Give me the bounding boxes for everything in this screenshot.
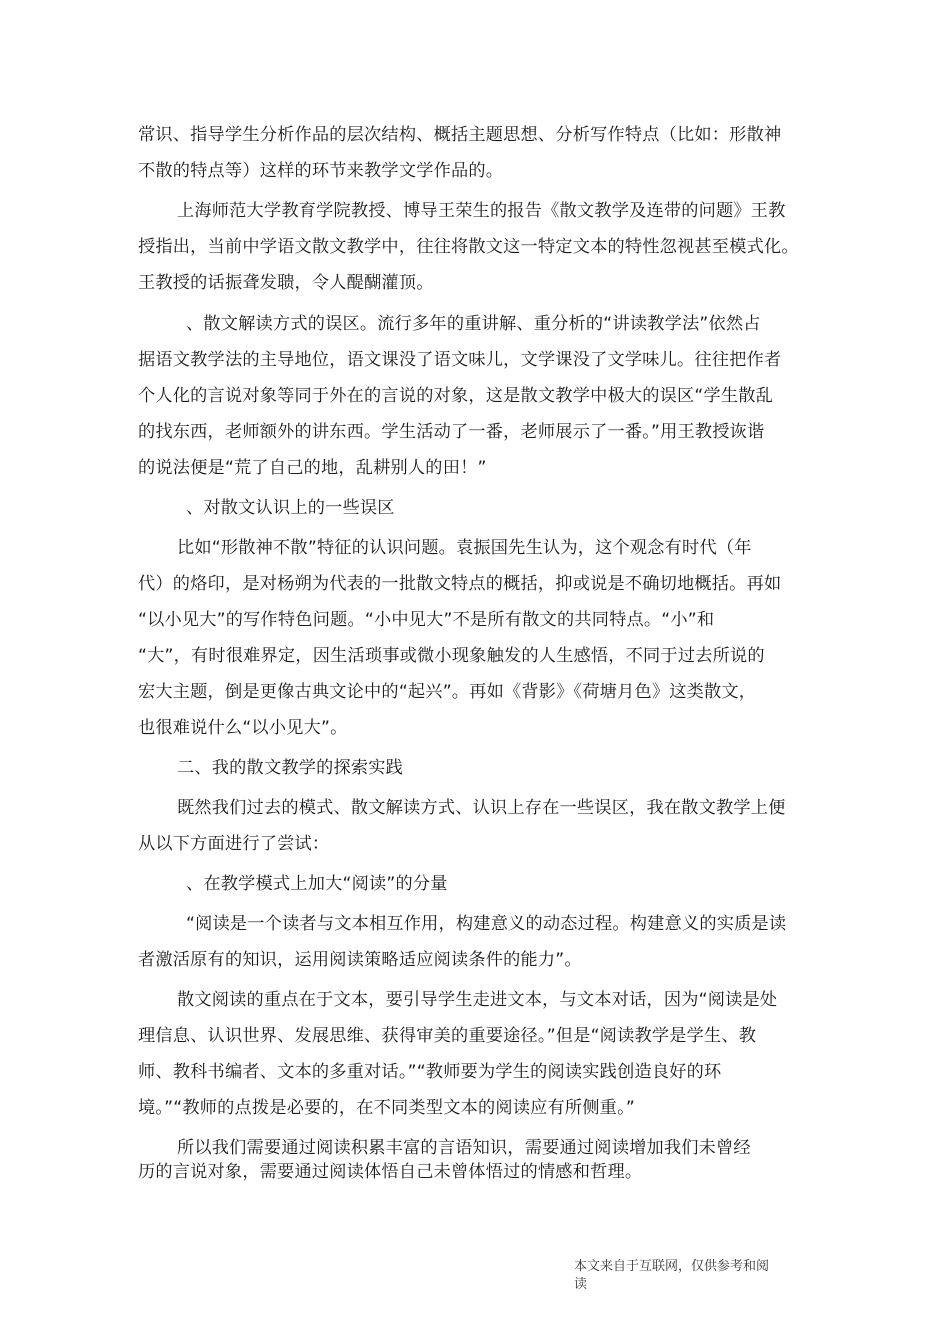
section-heading: 、对散文认识上的一些误区 <box>186 498 395 518</box>
section-heading: 二、我的散文教学的探索实践 <box>177 758 404 778</box>
paragraph-line: 常识、指导学生分析作品的层次结构、概括主题思想、分析写作特点（比如：形散神 <box>138 125 782 145</box>
paragraph-line: 既然我们过去的模式、散文解读方式、认识上存在一些误区，我在散文教学上便 <box>177 798 786 818</box>
paragraph-line: 所以我们需要通过阅读积累丰富的言语知识，需要通过阅读增加我们未曾经 <box>177 1138 751 1158</box>
paragraph-line: 师、教科书编者、文本的多重对话。”“教师要为学生的阅读实践创造良好的环 <box>138 1062 722 1082</box>
paragraph-line: 境。”“教师的点拨是必要的，在不同类型文本的阅读应有所侧重。” <box>138 1098 635 1118</box>
paragraph-line: 散文阅读的重点在于文本，要引导学生走进文本，与文本对话，因为“阅读是处 <box>177 990 778 1010</box>
paragraph-line: 的找东西，老师额外的讲东西。学生活动了一番，老师展示了一番。”用王教授诙谐 <box>138 422 765 442</box>
footer-note: 读 <box>574 1277 588 1292</box>
paragraph-line: 上海师范大学教育学院教授、博导王荣生的报告《散文教学及连带的问题》王教 <box>177 201 786 221</box>
paragraph-line: 授指出，当前中学语文散文教学中，往往将散文这一特定文本的特性忽视甚至模式化。 <box>138 237 799 257</box>
paragraph-line: 个人化的言说对象等同于外在的言说的对象，这是散文教学中极大的误区“学生散乱 <box>138 386 774 406</box>
footer-note: 本文来自于互联网，仅供参考和阅 <box>574 1259 770 1274</box>
paragraph-line: 者激活原有的知识，运用阅读策略适应阅读条件的能力”。 <box>138 950 582 970</box>
paragraph-line: 从以下方面进行了尝试： <box>138 834 330 854</box>
paragraph-line: 不散的特点等）这样的环节来教学文学作品的。 <box>138 161 504 181</box>
paragraph-line: “以小见大”的写作特色问题。“小中见大”不是所有散文的共同特点。“小”和 <box>138 610 715 630</box>
paragraph-line: “阅读是一个读者与文本相互作用，构建意义的动态过程。构建意义的实质是读 <box>186 914 787 934</box>
paragraph-line: 历的言说对象，需要通过阅读体悟自己未曾体悟过的情感和哲理。 <box>138 1162 643 1182</box>
paragraph-line: 王教授的话振聋发聩，令人醍醐灌顶。 <box>138 273 434 293</box>
paragraph-line: 代）的烙印，是对杨朔为代表的一批散文特点的概括，抑或说是不确切地概括。再如 <box>138 574 782 594</box>
paragraph-line: 据语文教学法的主导地位，语文课没了语文味儿，文学课没了文学味儿。往往把作者 <box>138 350 782 370</box>
paragraph-line: 宏大主题，倒是更像古典文论中的“起兴”。再如《背影》《荷塘月色》这类散文， <box>138 682 757 702</box>
paragraph-line: 比如“形散神不散”特征的认识问题。袁振国先生认为，这个观念有时代（年 <box>177 538 752 558</box>
paragraph-line: 也很难说什么“以小见大”。 <box>138 718 348 738</box>
paragraph-line: 的说法便是“荒了自己的地，乱耕别人的田！” <box>138 458 487 478</box>
paragraph-line: “大”，有时很难界定，因生活琐事或微小现象触发的人生感悟，不同于过去所说的 <box>138 646 765 666</box>
paragraph-line: 理信息、认识世界、发展思维、获得审美的重要途径。”但是“阅读教学是学生、教 <box>138 1026 757 1046</box>
paragraph-line: 、散文解读方式的误区。流行多年的重讲解、重分析的“讲读教学法”依然占 <box>186 314 761 334</box>
section-heading: 、在教学模式上加大“阅读”的分量 <box>186 874 448 894</box>
